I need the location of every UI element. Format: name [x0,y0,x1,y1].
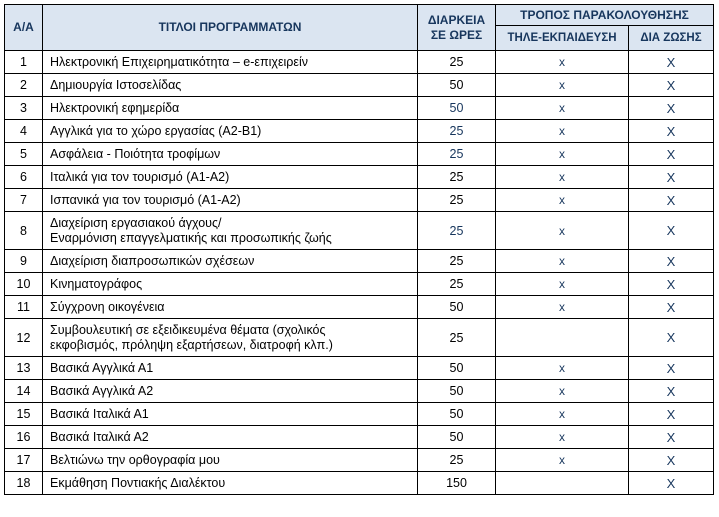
header-remote: ΤΗΛΕ-ΕΚΠΑΙΔΕΥΣΗ [496,26,629,51]
table-row [5,449,714,472]
program-title-line1: Συμβουλευτική σε εξειδικευμένα θέματα (σχολικός [50,322,326,337]
program-title-line1: Ιταλικά για τον τουρισμό (Α1-Α2) [50,169,230,184]
row-number: 13 [5,357,43,380]
header-duration-line1: ΔΙΑΡΚΕΙΑ [427,12,486,27]
in-person-mark: X [629,273,714,296]
program-hours: 25 [418,189,496,212]
program-title-line1: Διαχείριση εργασιακού άγχους/ [50,215,222,230]
program-title [43,250,418,273]
remote-mark: x [496,357,629,380]
in-person-mark: X [629,380,714,403]
table-row [5,380,714,403]
program-hours: 150 [418,472,496,495]
in-person-mark: X [629,426,714,449]
program-title [43,273,418,296]
row-number: 8 [5,212,43,250]
row-number: 12 [5,319,43,357]
program-hours: 50 [418,296,496,319]
program-hours: 50 [418,74,496,97]
table-row [5,273,714,296]
header-duration-line2: ΣΕ ΩΡΕΣ [430,27,483,42]
remote-mark [496,472,629,495]
remote-mark: x [496,143,629,166]
program-title-line1: Κινηματογράφος [50,276,143,291]
row-number: 15 [5,403,43,426]
row-number: 18 [5,472,43,495]
row-number: 7 [5,189,43,212]
in-person-mark: X [629,449,714,472]
remote-mark: x [496,296,629,319]
table-row [5,51,714,74]
program-title-line1: Διαχείριση διαπροσωπικών σχέσεων [50,253,255,268]
table-row [5,250,714,273]
program-title-line2: εκφοβισμός, πρόληψη εξαρτήσεων, διατροφή κλπ.) [50,337,333,352]
row-number: 6 [5,166,43,189]
header-aa: Α/Α [5,5,43,51]
remote-mark: x [496,166,629,189]
remote-mark: x [496,403,629,426]
table-header [5,5,714,51]
program-title [43,74,418,97]
in-person-mark: X [629,250,714,273]
remote-mark: x [496,212,629,250]
program-title-line1: Βασικά Ιταλικά Α2 [50,429,149,444]
program-hours: 25 [418,250,496,273]
table-row [5,189,714,212]
header-duration [418,5,496,51]
header-mode: ΤΡΟΠΟΣ ΠΑΡΑΚΟΛΟΥΘΗΣΗΣ [496,5,714,26]
remote-mark: x [496,449,629,472]
row-number: 5 [5,143,43,166]
table-row [5,426,714,449]
table-row [5,319,714,357]
program-hours: 50 [418,357,496,380]
remote-mark: x [496,51,629,74]
remote-mark: x [496,380,629,403]
program-title [43,296,418,319]
table-body [5,51,714,495]
program-title-line1: Ηλεκτρονική Επιχειρηματικότητα – e-επιχειρείν [50,54,309,69]
program-title [43,189,418,212]
in-person-mark: X [629,319,714,357]
in-person-mark: X [629,212,714,250]
program-title-line1: Αγγλικά για το χώρο εργασίας (Α2-Β1) [50,123,262,138]
in-person-mark: X [629,51,714,74]
table-row [5,472,714,495]
program-title-line1: Βελτιώνω την ορθογραφία μου [50,452,220,467]
program-title [43,319,418,357]
row-number: 1 [5,51,43,74]
program-title [43,380,418,403]
program-hours: 25 [418,120,496,143]
header-in-person: ΔΙΑ ΖΩΣΗΣ [629,26,714,51]
program-title-line1: Σύγχρονη οικογένεια [50,299,165,314]
program-title-line1: Ισπανικά για τον τουρισμό (Α1-Α2) [50,192,241,207]
program-title [43,403,418,426]
program-title [43,212,418,250]
program-hours: 50 [418,380,496,403]
program-hours: 50 [418,403,496,426]
remote-mark: x [496,273,629,296]
in-person-mark: X [629,472,714,495]
remote-mark: x [496,74,629,97]
table-row [5,97,714,120]
program-title-line1: Εκμάθηση Ποντιακής Διαλέκτου [50,475,226,490]
program-title [43,51,418,74]
table-row [5,74,714,97]
row-number: 9 [5,250,43,273]
program-title [43,97,418,120]
program-title-line1: Βασικά Ιταλικά Α1 [50,406,149,421]
in-person-mark: X [629,166,714,189]
row-number: 3 [5,97,43,120]
program-title-line1: Ηλεκτρονική εφημερίδα [50,100,180,115]
program-title [43,120,418,143]
program-title [43,472,418,495]
program-title [43,426,418,449]
table-row [5,143,714,166]
program-hours: 25 [418,319,496,357]
program-hours: 50 [418,97,496,120]
program-title [43,166,418,189]
remote-mark [496,319,629,357]
row-number: 16 [5,426,43,449]
row-number: 2 [5,74,43,97]
program-title-line1: Ασφάλεια - Ποιότητα τροφίμων [50,146,221,161]
programs-table-wrapper [4,4,714,495]
program-hours: 25 [418,51,496,74]
program-title-line1: Δημιουργία Ιστοσελίδας [50,77,182,92]
program-title [43,143,418,166]
program-title-line2: Εναρμόνιση επαγγελματικής και προσωπικής ζωής [50,230,332,245]
remote-mark: x [496,189,629,212]
in-person-mark: X [629,143,714,166]
program-title-line1: Βασικά Αγγλικά Α1 [50,360,154,375]
program-hours: 50 [418,426,496,449]
program-hours: 25 [418,166,496,189]
program-hours: 25 [418,273,496,296]
row-number: 4 [5,120,43,143]
in-person-mark: X [629,97,714,120]
programs-table [4,4,714,495]
remote-mark: x [496,120,629,143]
header-titles: ΤΙΤΛΟΙ ΠΡΟΓΡΑΜΜΑΤΩΝ [43,5,418,51]
program-title [43,449,418,472]
remote-mark: x [496,97,629,120]
remote-mark: x [496,426,629,449]
program-title-line1: Βασικά Αγγλικά Α2 [50,383,154,398]
program-title [43,357,418,380]
program-hours: 25 [418,143,496,166]
table-row [5,166,714,189]
table-row [5,357,714,380]
program-hours: 25 [418,449,496,472]
in-person-mark: X [629,357,714,380]
in-person-mark: X [629,189,714,212]
table-row [5,212,714,250]
row-number: 17 [5,449,43,472]
in-person-mark: X [629,74,714,97]
in-person-mark: X [629,403,714,426]
row-number: 10 [5,273,43,296]
in-person-mark: X [629,120,714,143]
table-row [5,296,714,319]
table-row [5,120,714,143]
in-person-mark: X [629,296,714,319]
row-number: 11 [5,296,43,319]
table-row [5,403,714,426]
program-hours: 25 [418,212,496,250]
row-number: 14 [5,380,43,403]
remote-mark: x [496,250,629,273]
